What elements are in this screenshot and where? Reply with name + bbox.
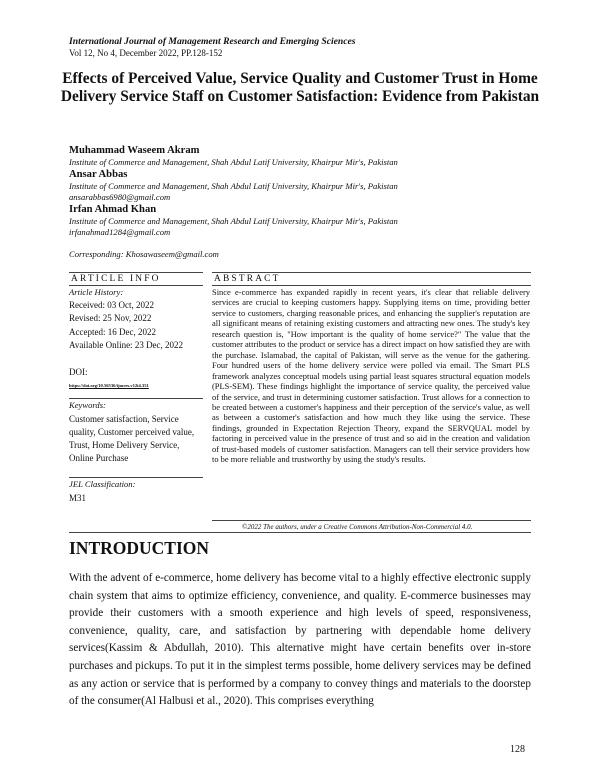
divider <box>212 520 531 521</box>
author-2 <box>69 168 539 203</box>
article-info-heading: ARTICLE INFO <box>71 274 161 284</box>
revised-date: Revised: 25 Nov, 2022 <box>69 313 152 324</box>
author-email[interactable]: irfanahmad1284@gmail.com <box>69 227 171 237</box>
jel-label: JEL Classification: <box>69 479 136 490</box>
license-note: ©2022 The authors, under a Creative Commons Attribution-Non-Commercial 4.0. <box>242 523 473 531</box>
divider <box>212 272 531 273</box>
author-affiliation: Institute of Commerce and Management, Shah Abdul Latif University, Khairpur Mir's, Pakistan <box>69 157 398 167</box>
keywords-list: Customer satisfaction, Service quality, Customer perceived value, Trust, Home Delivery Service, Online Purchase <box>69 413 195 464</box>
author-1 <box>69 144 539 168</box>
accepted-date: Accepted: 16 Dec, 2022 <box>69 326 156 337</box>
keywords-label: Keywords: <box>69 400 106 411</box>
doi-link[interactable]: https://doi.org/10.56536/ijmres.v12i4.351 <box>69 383 149 389</box>
author-3 <box>69 203 539 238</box>
page-number: 128 <box>510 744 525 755</box>
divider <box>212 285 531 286</box>
volume-info: Vol 12, No 4, December 2022, PP.128-152 <box>69 48 223 58</box>
author-affiliation: Institute of Commerce and Management, Shah Abdul Latif University, Khairpur Mir's, Pakistan <box>69 181 398 191</box>
history-label: Article History: <box>69 287 124 297</box>
author-name: Muhammad Waseem Akram <box>69 145 200 156</box>
divider <box>69 272 203 273</box>
received-date: Received: 03 Oct, 2022 <box>69 300 154 311</box>
author-name: Ansar Abbas <box>69 169 128 180</box>
author-block <box>69 144 539 238</box>
author-email[interactable]: ansarabbas6980@gmail.com <box>69 192 171 202</box>
journal-name: International Journal of Management Research and Emerging Sciences <box>69 36 356 47</box>
introduction-heading: INTRODUCTION <box>69 538 210 558</box>
article-info-panel <box>69 286 201 505</box>
corresponding-author: Corresponding: Khosawaseem@gmail.com <box>69 249 219 259</box>
jel-code: M31 <box>69 492 87 503</box>
doi-label: DOI: <box>69 367 88 378</box>
spacer <box>69 352 201 366</box>
paper-title: Effects of Perceived Value, Service Quality and Customer Trust in Home Delivery Service Staff on Customer Satisfaction: Evidence from Pakistan <box>60 70 540 105</box>
author-name: Irfan Ahmad Khan <box>69 204 157 215</box>
online-date: Available Online: 23 Dec, 2022 <box>69 339 184 350</box>
divider <box>69 532 531 533</box>
abstract-heading: ABSTRACT <box>214 274 281 284</box>
abstract-text: Since e-commerce has expanded rapidly in recent years, it's clear that reliable delivery services are crucial to keeping customers happy. Supplying items on time, providing better service to customers, charging reasonable prices, and enhancing the supplier's reputation are all significant means of retaining existing customers and attracting new ones. The study's key research question is, "How important is the quality of home service?" The value that the customer attributes to the product or service has a direct impact on how satisfied they are with the purchase. Islamabad, the capital of Pakistan, will serve as the venue for the gathering. Four hundred users of the home delivery service were polled via email. The Smart PLS framework analyzes conceptual models using partial least squares structural equation models (PLS-SEM). These findings highlight the importance of service quality, the perceived value of the service, and trust in determining customer satisfaction. Trust allows for a connection to be created between a customer's happiness and their perception of the service's value, as well as between a customer's satisfaction and how much they like using the service. These findings, grounded in Expectation Rejection Theory, expand the SERVQUAL model by factoring in perceived value in the presence of trust and so aid in the creation and validation of trust-based models of customer satisfaction. Managers can tell their service providers how to be more reliable and trustworthy by using the study's results. <box>212 287 530 465</box>
introduction-text: With the advent of e-commerce, home delivery has become vital to a highly effective electronic supply chain system that aims to optimize efficiency, convenience, and quality. E-commerce businesses may provide their customers with a smooth experience and high levels of speed, responsiveness, convenience, quality, care, and satisfaction by partnering with dependable home delivery services(Kassim & Abdullah, 2010). This alternative might have certain benefits over in-store purchases and pickups. To put it in the simplest terms possible, home delivery services may be defined as any action or service that is performed by a company to convey things and materials to the doorstep of the consumer(Al Halbusi et al., 2020). This comprises everything <box>69 572 531 708</box>
author-affiliation: Institute of Commerce and Management, Shah Abdul Latif University, Khairpur Mir's, Pakistan <box>69 216 398 226</box>
